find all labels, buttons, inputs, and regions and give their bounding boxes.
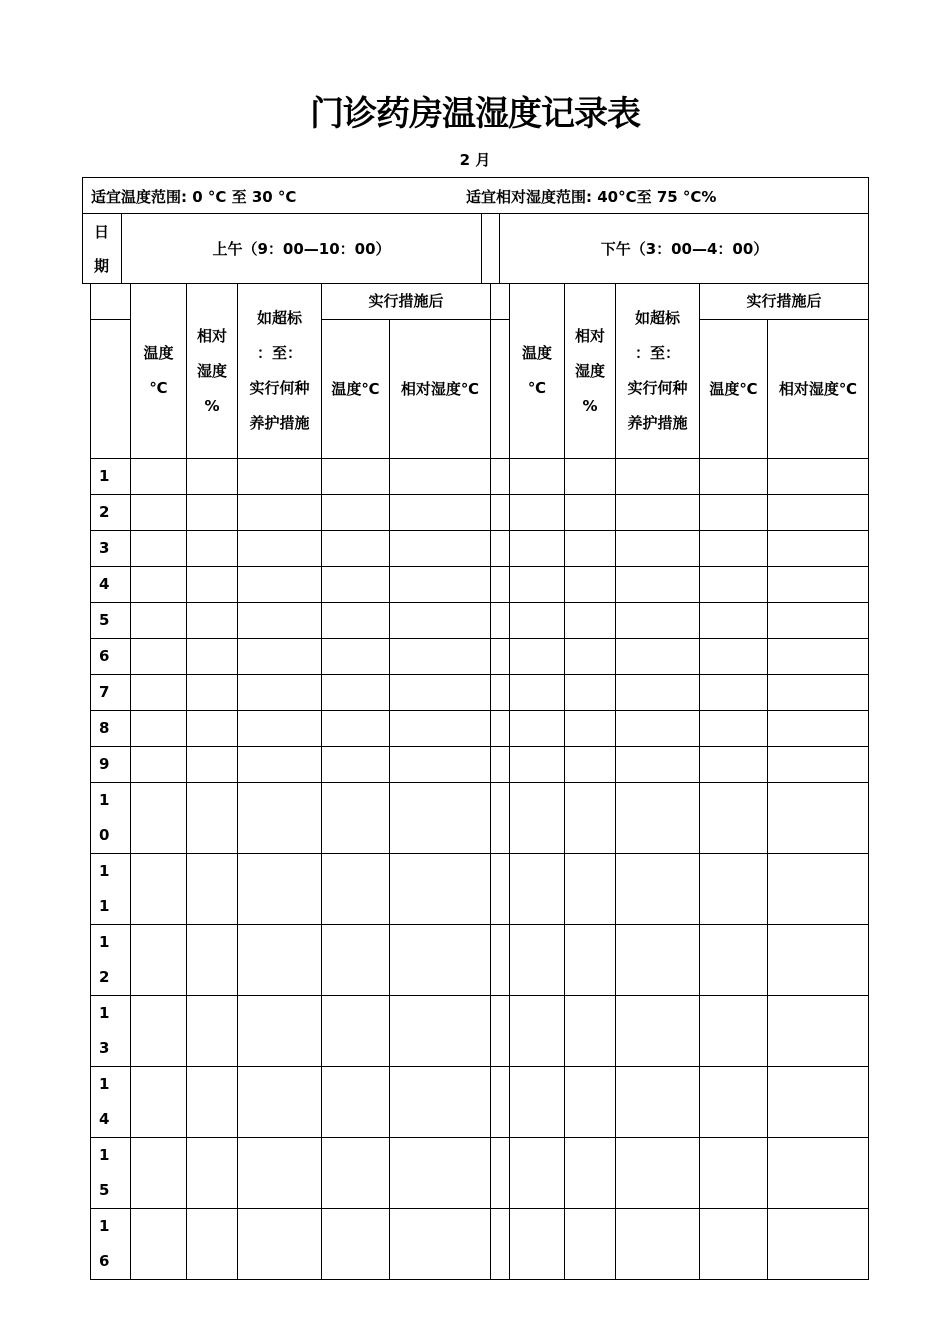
pm-measure-cell[interactable] (616, 495, 700, 531)
am-measure-cell[interactable] (238, 1067, 322, 1138)
spacer-cell (491, 531, 510, 567)
day-number: 11 (99, 862, 110, 915)
am-after-humidity-cell[interactable] (390, 783, 491, 854)
am-after-temp-cell[interactable] (322, 639, 390, 675)
pm-exceed-header-line3: 实行何种 (627, 379, 688, 397)
am-humidity-cell[interactable] (187, 854, 238, 925)
spacer-cell (491, 783, 510, 854)
divider (481, 213, 482, 284)
am-measure-cell[interactable] (238, 1209, 322, 1280)
table-row (91, 1067, 869, 1138)
am-after-temp-cell[interactable] (322, 567, 390, 603)
spacer-cell (491, 1067, 510, 1138)
am-temp-cell[interactable] (131, 1209, 187, 1280)
am-after-humidity-cell[interactable] (390, 747, 491, 783)
humidity-range-text: 适宜相对湿度范围: 40°C至 75 °C% (466, 188, 717, 206)
pm-measure-cell[interactable] (616, 1209, 700, 1280)
spacer-cell (491, 567, 510, 603)
day-number: 1 (99, 467, 110, 485)
pm-after-temp-cell[interactable] (700, 783, 768, 854)
pm-after-humidity-cell[interactable] (768, 1209, 869, 1280)
pm-humidity-cell[interactable] (565, 459, 616, 495)
pm-humidity-cell[interactable] (565, 1138, 616, 1209)
day-number-cell (91, 675, 131, 711)
pm-temp-cell[interactable] (510, 495, 565, 531)
spacer-cell (491, 639, 510, 675)
day-number-cell (91, 747, 131, 783)
pm-humidity-cell[interactable] (565, 675, 616, 711)
day-number-cell (91, 459, 131, 495)
spacer-cell (491, 854, 510, 925)
am-after-humidity-cell[interactable] (390, 854, 491, 925)
pm-temp-cell[interactable] (510, 531, 565, 567)
day-number: 14 (99, 1075, 110, 1128)
am-humidity-cell[interactable] (187, 1209, 238, 1280)
am-temp-cell[interactable] (131, 747, 187, 783)
pm-humidity-cell[interactable] (565, 747, 616, 783)
am-temp-cell[interactable] (131, 711, 187, 747)
am-measure-cell[interactable] (238, 1138, 322, 1209)
day-number-cell (91, 639, 131, 675)
day-number-cell (91, 711, 131, 747)
am-temp-cell[interactable] (131, 1067, 187, 1138)
am-temp-cell[interactable] (131, 1138, 187, 1209)
pm-after-humidity-cell[interactable] (768, 459, 869, 495)
am-humidity-header-line3: % (204, 396, 220, 415)
pm-temp-cell[interactable] (510, 711, 565, 747)
am-exceed-header (238, 284, 322, 459)
pm-humidity-header-line3: % (582, 396, 598, 415)
day-number-cell (91, 925, 131, 996)
pm-after-temp-cell[interactable] (700, 675, 768, 711)
day-number: 10 (99, 791, 110, 844)
day-number: 8 (99, 719, 110, 737)
spacer-cell (491, 675, 510, 711)
am-after-temp-cell[interactable] (322, 925, 390, 996)
spacer-cell (491, 925, 510, 996)
am-measure-cell[interactable] (238, 459, 322, 495)
spacer-cell (491, 1209, 510, 1280)
pm-humidity-cell[interactable] (565, 783, 616, 854)
pm-measure-cell[interactable] (616, 531, 700, 567)
spacer-cell (491, 284, 510, 320)
day-number: 7 (99, 683, 110, 701)
am-temp-header-line2: ℃ (149, 379, 168, 397)
table-row (91, 925, 869, 996)
pm-after-humidity-cell[interactable] (768, 495, 869, 531)
day-number: 6 (99, 647, 110, 665)
am-after-humidity-cell[interactable] (390, 1067, 491, 1138)
pm-exceed-header (616, 284, 700, 459)
am-measure-cell[interactable] (238, 639, 322, 675)
pm-humidity-cell[interactable] (565, 495, 616, 531)
am-exceed-header-line3: 实行何种 (249, 379, 310, 397)
am-measure-cell[interactable] (238, 783, 322, 854)
pm-after-temp-cell[interactable] (700, 711, 768, 747)
pm-measure-cell[interactable] (616, 996, 700, 1067)
am-humidity-cell[interactable] (187, 996, 238, 1067)
am-temp-header (131, 284, 187, 459)
pm-after-humidity-cell[interactable] (768, 783, 869, 854)
am-measure-cell[interactable] (238, 567, 322, 603)
am-after-humidity-cell[interactable] (390, 567, 491, 603)
am-after-humidity-header: 相对湿度℃ (390, 320, 491, 459)
am-after-humidity-cell[interactable] (390, 1138, 491, 1209)
pm-humidity-cell[interactable] (565, 639, 616, 675)
pm-after-temp-cell[interactable] (700, 854, 768, 925)
am-humidity-header (187, 284, 238, 459)
table-row (91, 1138, 869, 1209)
day-number-cell (91, 531, 131, 567)
pm-humidity-header-line2: 湿度 (574, 361, 605, 380)
page-title: 门诊药房温湿度记录表 (310, 94, 640, 134)
am-after-temp-cell[interactable] (322, 603, 390, 639)
pm-humidity-cell[interactable] (565, 925, 616, 996)
am-after-humidity-cell[interactable] (390, 495, 491, 531)
am-after-humidity-cell[interactable] (390, 675, 491, 711)
day-number-cell (91, 854, 131, 925)
spacer-cell (491, 747, 510, 783)
pm-after-temp-cell[interactable] (700, 925, 768, 996)
am-after-humidity-cell[interactable] (390, 711, 491, 747)
am-humidity-cell[interactable] (187, 603, 238, 639)
spacer-cell (491, 320, 510, 459)
pm-temp-cell[interactable] (510, 854, 565, 925)
pm-after-temp-cell[interactable] (700, 639, 768, 675)
day-number: 5 (99, 611, 110, 629)
pm-measure-cell[interactable] (616, 567, 700, 603)
am-after-temp-cell[interactable] (322, 996, 390, 1067)
day-number-cell (91, 996, 131, 1067)
am-after-humidity-cell[interactable] (390, 925, 491, 996)
spacer-cell (491, 495, 510, 531)
day-number-cell (91, 495, 131, 531)
pm-measure-cell[interactable] (616, 925, 700, 996)
am-humidity-header-line1: 相对 (196, 326, 227, 345)
pm-humidity-cell[interactable] (565, 567, 616, 603)
pm-after-temp-cell[interactable] (700, 1067, 768, 1138)
am-temp-cell[interactable] (131, 925, 187, 996)
table-row (91, 854, 869, 925)
pm-humidity-cell[interactable] (565, 603, 616, 639)
pm-temp-cell[interactable] (510, 747, 565, 783)
pm-after-temp-cell[interactable] (700, 567, 768, 603)
pm-after-humidity-cell[interactable] (768, 747, 869, 783)
pm-measure-cell[interactable] (616, 747, 700, 783)
day-number-cell (91, 1209, 131, 1280)
table-row (91, 531, 869, 567)
day-number-cell (91, 603, 131, 639)
am-temp-cell[interactable] (131, 783, 187, 854)
pm-humidity-cell[interactable] (565, 531, 616, 567)
am-after-humidity-cell[interactable] (390, 639, 491, 675)
am-after-temp-header: 温度℃ (322, 320, 390, 459)
day-number: 16 (99, 1217, 110, 1270)
day-number-cell (91, 783, 131, 854)
am-after-measures-header: 实行措施后 (322, 284, 491, 320)
am-period-label: 上午（9：00—10：00） (212, 240, 391, 258)
pm-temp-header (510, 284, 565, 459)
am-measure-cell[interactable] (238, 854, 322, 925)
pm-measure-cell[interactable] (616, 1138, 700, 1209)
table-row (91, 1209, 869, 1280)
pm-measure-cell[interactable] (616, 711, 700, 747)
am-humidity-cell[interactable] (187, 1067, 238, 1138)
pm-humidity-header (565, 284, 616, 459)
am-humidity-cell[interactable] (187, 1138, 238, 1209)
pm-temp-cell[interactable] (510, 925, 565, 996)
pm-temp-cell[interactable] (510, 567, 565, 603)
spacer-cell (491, 603, 510, 639)
am-after-temp-cell[interactable] (322, 1138, 390, 1209)
pm-measure-cell[interactable] (616, 783, 700, 854)
day-number: 13 (99, 1004, 110, 1057)
am-measure-cell[interactable] (238, 996, 322, 1067)
day-number-cell (91, 567, 131, 603)
pm-temp-cell[interactable] (510, 675, 565, 711)
am-after-temp-cell[interactable] (322, 711, 390, 747)
am-after-temp-cell[interactable] (322, 1209, 390, 1280)
day-number: 12 (99, 933, 110, 986)
pm-after-humidity-cell[interactable] (768, 603, 869, 639)
table-row (91, 639, 869, 675)
table-row (91, 675, 869, 711)
pm-exceed-header-line2: ：至： (634, 344, 680, 362)
pm-temp-header-line2: ℃ (527, 379, 547, 397)
pm-measure-cell[interactable] (616, 1067, 700, 1138)
am-after-temp-cell[interactable] (322, 747, 390, 783)
am-humidity-cell[interactable] (187, 675, 238, 711)
spacer-cell (491, 996, 510, 1067)
table-row (91, 783, 869, 854)
am-temp-cell[interactable] (131, 854, 187, 925)
pm-after-humidity-cell[interactable] (768, 996, 869, 1067)
pm-after-temp-header: 温度℃ (700, 320, 768, 459)
table-row (91, 459, 869, 495)
am-after-temp-cell[interactable] (322, 675, 390, 711)
pm-exceed-header-line1: 如超标 (634, 309, 680, 327)
pm-after-measures-header: 实行措施后 (700, 284, 869, 320)
pm-after-humidity-cell[interactable] (768, 639, 869, 675)
pm-after-temp-cell[interactable] (700, 495, 768, 531)
am-measure-cell[interactable] (238, 925, 322, 996)
am-after-temp-cell[interactable] (322, 495, 390, 531)
am-measure-cell[interactable] (238, 531, 322, 567)
day-number-cell (91, 1138, 131, 1209)
header-blank-cell (91, 284, 131, 320)
pm-measure-cell[interactable] (616, 854, 700, 925)
pm-after-temp-cell[interactable] (700, 1209, 768, 1280)
am-humidity-cell[interactable] (187, 567, 238, 603)
table-row (91, 495, 869, 531)
spacer-cell (491, 711, 510, 747)
am-after-temp-cell[interactable] (322, 783, 390, 854)
pm-temp-cell[interactable] (510, 603, 565, 639)
pm-temp-header-line1: 温度 (521, 344, 552, 362)
am-exceed-header-line1: 如超标 (256, 309, 302, 327)
am-after-humidity-cell[interactable] (390, 1209, 491, 1280)
pm-humidity-cell[interactable] (565, 1209, 616, 1280)
pm-period-label: 下午（3：00—4：00） (600, 240, 769, 258)
am-humidity-cell[interactable] (187, 747, 238, 783)
month-label: 2 月 (459, 151, 491, 169)
am-temp-cell[interactable] (131, 459, 187, 495)
day-number-cell (91, 1067, 131, 1138)
pm-temp-cell[interactable] (510, 459, 565, 495)
am-humidity-cell[interactable] (187, 459, 238, 495)
pm-exceed-header-line4: 养护措施 (627, 414, 688, 432)
day-number: 4 (99, 575, 110, 593)
pm-after-humidity-cell[interactable] (768, 675, 869, 711)
am-humidity-cell[interactable] (187, 925, 238, 996)
am-temp-cell[interactable] (131, 996, 187, 1067)
pm-after-humidity-cell[interactable] (768, 1067, 869, 1138)
pm-temp-cell[interactable] (510, 783, 565, 854)
record-table (90, 283, 869, 1280)
am-after-temp-cell[interactable] (322, 531, 390, 567)
am-after-humidity-cell[interactable] (390, 531, 491, 567)
am-humidity-cell[interactable] (187, 495, 238, 531)
pm-after-temp-cell[interactable] (700, 531, 768, 567)
pm-after-temp-cell[interactable] (700, 996, 768, 1067)
pm-measure-cell[interactable] (616, 459, 700, 495)
pm-after-temp-cell[interactable] (700, 1138, 768, 1209)
am-after-temp-cell[interactable] (322, 1067, 390, 1138)
table-row (91, 747, 869, 783)
table-row (91, 996, 869, 1067)
pm-humidity-cell[interactable] (565, 711, 616, 747)
am-temp-cell[interactable] (131, 531, 187, 567)
day-number: 15 (99, 1146, 110, 1199)
am-after-humidity-cell[interactable] (390, 459, 491, 495)
pm-after-humidity-cell[interactable] (768, 925, 869, 996)
pm-after-temp-cell[interactable] (700, 459, 768, 495)
am-humidity-cell[interactable] (187, 711, 238, 747)
am-after-temp-cell[interactable] (322, 459, 390, 495)
am-temp-cell[interactable] (131, 603, 187, 639)
pm-temp-cell[interactable] (510, 639, 565, 675)
pm-after-humidity-cell[interactable] (768, 567, 869, 603)
am-measure-cell[interactable] (238, 747, 322, 783)
pm-temp-cell[interactable] (510, 1067, 565, 1138)
am-measure-cell[interactable] (238, 675, 322, 711)
pm-measure-cell[interactable] (616, 603, 700, 639)
pm-measure-cell[interactable] (616, 639, 700, 675)
am-exceed-header-line2: ：至： (256, 344, 302, 362)
am-temp-cell[interactable] (131, 495, 187, 531)
pm-temp-cell[interactable] (510, 1138, 565, 1209)
pm-humidity-cell[interactable] (565, 996, 616, 1067)
pm-after-humidity-cell[interactable] (768, 711, 869, 747)
pm-after-humidity-header: 相对湿度℃ (768, 320, 869, 459)
am-measure-cell[interactable] (238, 711, 322, 747)
am-temp-header-line1: 温度 (143, 344, 174, 362)
pm-temp-cell[interactable] (510, 1209, 565, 1280)
pm-after-humidity-cell[interactable] (768, 1138, 869, 1209)
am-temp-cell[interactable] (131, 675, 187, 711)
date-label-bottom: 期 (93, 257, 109, 275)
spacer-cell (491, 459, 510, 495)
date-label-top: 日 (93, 223, 109, 241)
spacer-cell (491, 1138, 510, 1209)
temp-range-text: 适宜温度范围: 0 °C 至 30 °C (91, 188, 297, 206)
pm-temp-cell[interactable] (510, 996, 565, 1067)
day-number: 3 (99, 539, 110, 557)
am-measure-cell[interactable] (238, 495, 322, 531)
pm-humidity-cell[interactable] (565, 854, 616, 925)
pm-measure-cell[interactable] (616, 675, 700, 711)
am-exceed-header-line4: 养护措施 (249, 414, 310, 432)
am-humidity-cell[interactable] (187, 531, 238, 567)
table-row (91, 567, 869, 603)
am-humidity-cell[interactable] (187, 639, 238, 675)
am-temp-cell[interactable] (131, 639, 187, 675)
day-number: 2 (99, 503, 110, 521)
pm-after-humidity-cell[interactable] (768, 531, 869, 567)
am-temp-cell[interactable] (131, 567, 187, 603)
am-after-temp-cell[interactable] (322, 854, 390, 925)
pm-humidity-header-line1: 相对 (574, 326, 605, 345)
am-humidity-cell[interactable] (187, 783, 238, 854)
table-row (91, 603, 869, 639)
am-after-humidity-cell[interactable] (390, 996, 491, 1067)
pm-humidity-cell[interactable] (565, 1067, 616, 1138)
am-after-humidity-cell[interactable] (390, 603, 491, 639)
am-measure-cell[interactable] (238, 603, 322, 639)
pm-after-temp-cell[interactable] (700, 603, 768, 639)
day-number: 9 (99, 755, 110, 773)
am-humidity-header-line2: 湿度 (196, 361, 227, 380)
pm-after-humidity-cell[interactable] (768, 854, 869, 925)
table-row (91, 711, 869, 747)
pm-after-temp-cell[interactable] (700, 747, 768, 783)
header-blank-cell (91, 320, 131, 459)
